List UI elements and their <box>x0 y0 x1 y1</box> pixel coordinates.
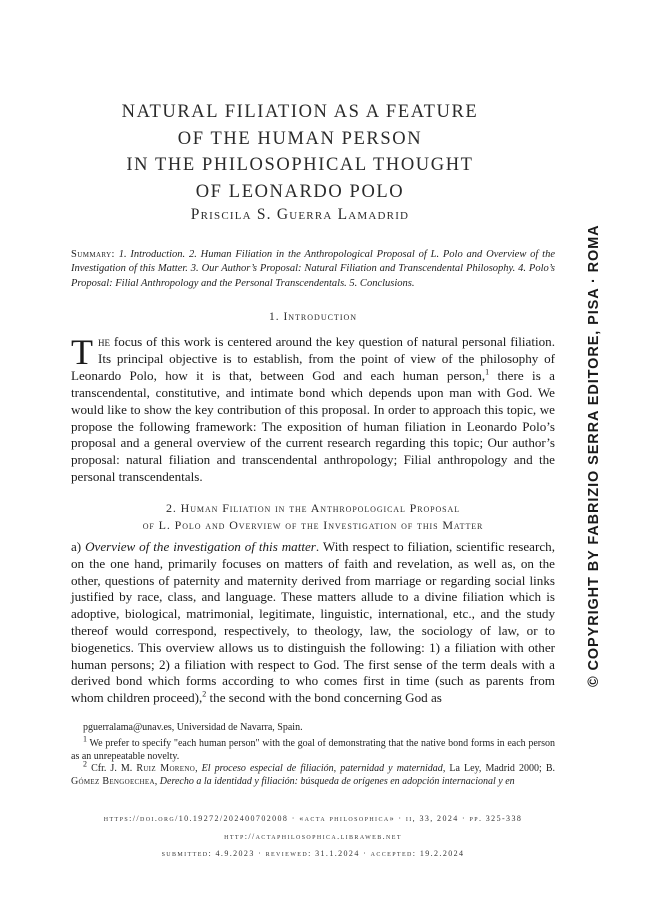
cited-author: Ruiz Moreno <box>136 763 196 775</box>
section-1-heading: 1. Introduction <box>268 311 358 323</box>
footnote-ref-1[interactable]: 1 <box>485 367 490 377</box>
journal-url[interactable]: http://actaphilosophica.libraweb.net <box>224 831 402 841</box>
summary-block <box>71 248 555 291</box>
summary-label: Summary: <box>71 249 115 260</box>
doi-line[interactable]: https://doi.org/10.19272/202400702008 · «acta philosophica» · ii, 33, 2024 · pp. 325-338 <box>103 814 523 823</box>
footnote-1 <box>71 734 555 764</box>
footnote-text: Cfr. J. M. <box>91 763 137 775</box>
introduction-paragraph <box>71 334 555 486</box>
title-line: OF THE HUMAN PERSON <box>177 128 423 149</box>
title-line: NATURAL FILIATION AS A FEATURE <box>121 102 479 122</box>
separator: , <box>154 776 160 788</box>
section-2-paragraph <box>71 539 555 707</box>
footnote-2 <box>71 760 556 789</box>
drop-cap: T <box>71 332 93 372</box>
author-affiliation: pguerralama@unav.es, Universidad de Navarra, Spain. <box>83 722 303 733</box>
copyright-notice: © COPYRIGHT BY FABRIZIO SERRA EDITORE, PISA · ROMA <box>586 224 602 687</box>
footnote-text: , La Ley, Madrid 2000; B. <box>442 763 556 775</box>
paragraph-text-cont: the second with the bond concerning God as <box>206 690 442 706</box>
heading-line: 2. Human Filiation in the Anthropological Proposal <box>165 501 460 515</box>
footnote-text: We prefer to specify "each human person" with the goal of demonstrating that the native bond forms in each person as an unrepeatable novelty. <box>71 737 555 762</box>
paper-title <box>70 99 530 205</box>
section-2-heading <box>71 500 555 534</box>
cited-title: El proceso especial de filiación, paternidad y maternidad <box>201 763 443 775</box>
paragraph-lead: a) <box>71 539 86 554</box>
summary-text: 1. Introduction. 2. Human Filiation in the Anthropological Proposal of L. Polo and Overview of the Investigation of this Matter. 3. Our Author’s Proposal: Natural Filiation and Transcendental Philosophy. 4. Polo’s Proposal: Filial Anthropology and the Personal Transcendentals. 5. Conclusions. <box>71 249 555 289</box>
lead-smallcaps: he <box>98 334 110 349</box>
author-name: Priscila S. Guerra Lamadrid <box>190 206 410 223</box>
separator: , <box>195 763 202 775</box>
paragraph-text: . With respect to filiation, scientific research, on the one hand, primarily focuses on matters of faith and revelation, as well as, on the other, questions of paternity and maternity derived from marriage or regarding social links justified by race, class, and language. These matters allude to a divine filiation which is adoptive, biological, matrimonial, legitimate, linguistic, international, etc., and the study thereof would correspond, respectively, to theology, law, the sociology of law, or to biogenetics. This overview allows us to distinguish the following: 1) a filiation with other human persons; 2) a filiation with respect to God. The first sense of the term deals with a derived bond which forms according to who comes first in time (such as parents from whom children proceed), <box>71 539 555 706</box>
title-line: IN THE PHILOSOPHICAL THOUGHT <box>126 155 474 175</box>
footnote-number: 1 <box>83 734 87 744</box>
footnotes <box>71 722 555 789</box>
cited-author: Gómez Bengoechea <box>71 776 155 788</box>
heading-line: of L. Polo and Overview of the Investigation of this Matter <box>142 518 484 532</box>
intro-text-cont: there is a transcendental, constitutive, and intimate bond which depends upon man with God. We would like to show the key contribution of this proposal. In order to approach this topic, we propose the following framework: The exposition of human filiation in Leonardo Polo’s proposal and a general overview of the current research regarding this topic; Our author’s proposal: natural filiation and transcendental anthropology; Filial anthropology and the personal transcendentals. <box>71 367 555 485</box>
title-line: OF LEONARDO POLO <box>195 181 405 202</box>
footnote-ref-2[interactable]: 2 <box>202 689 207 699</box>
publication-info <box>71 810 555 863</box>
paragraph-lead-italic: Overview of the investigation of this matter <box>85 539 316 554</box>
dates-line: submitted: 4.9.2023 · reviewed: 31.1.2024 · accepted: 19.2.2024 <box>161 849 465 858</box>
cited-title: Derecho a la identidad y filiación: búsqueda de orígenes en adopción internacional y en <box>159 776 515 788</box>
footnote-number: 2 <box>83 760 87 770</box>
intro-text: focus of this work is centered around the key question of natural personal filiation. Its principal objective is to establish, from the point of view of the philosophy of Leonardo Polo, how it is that, between God and each human person, <box>71 334 555 383</box>
